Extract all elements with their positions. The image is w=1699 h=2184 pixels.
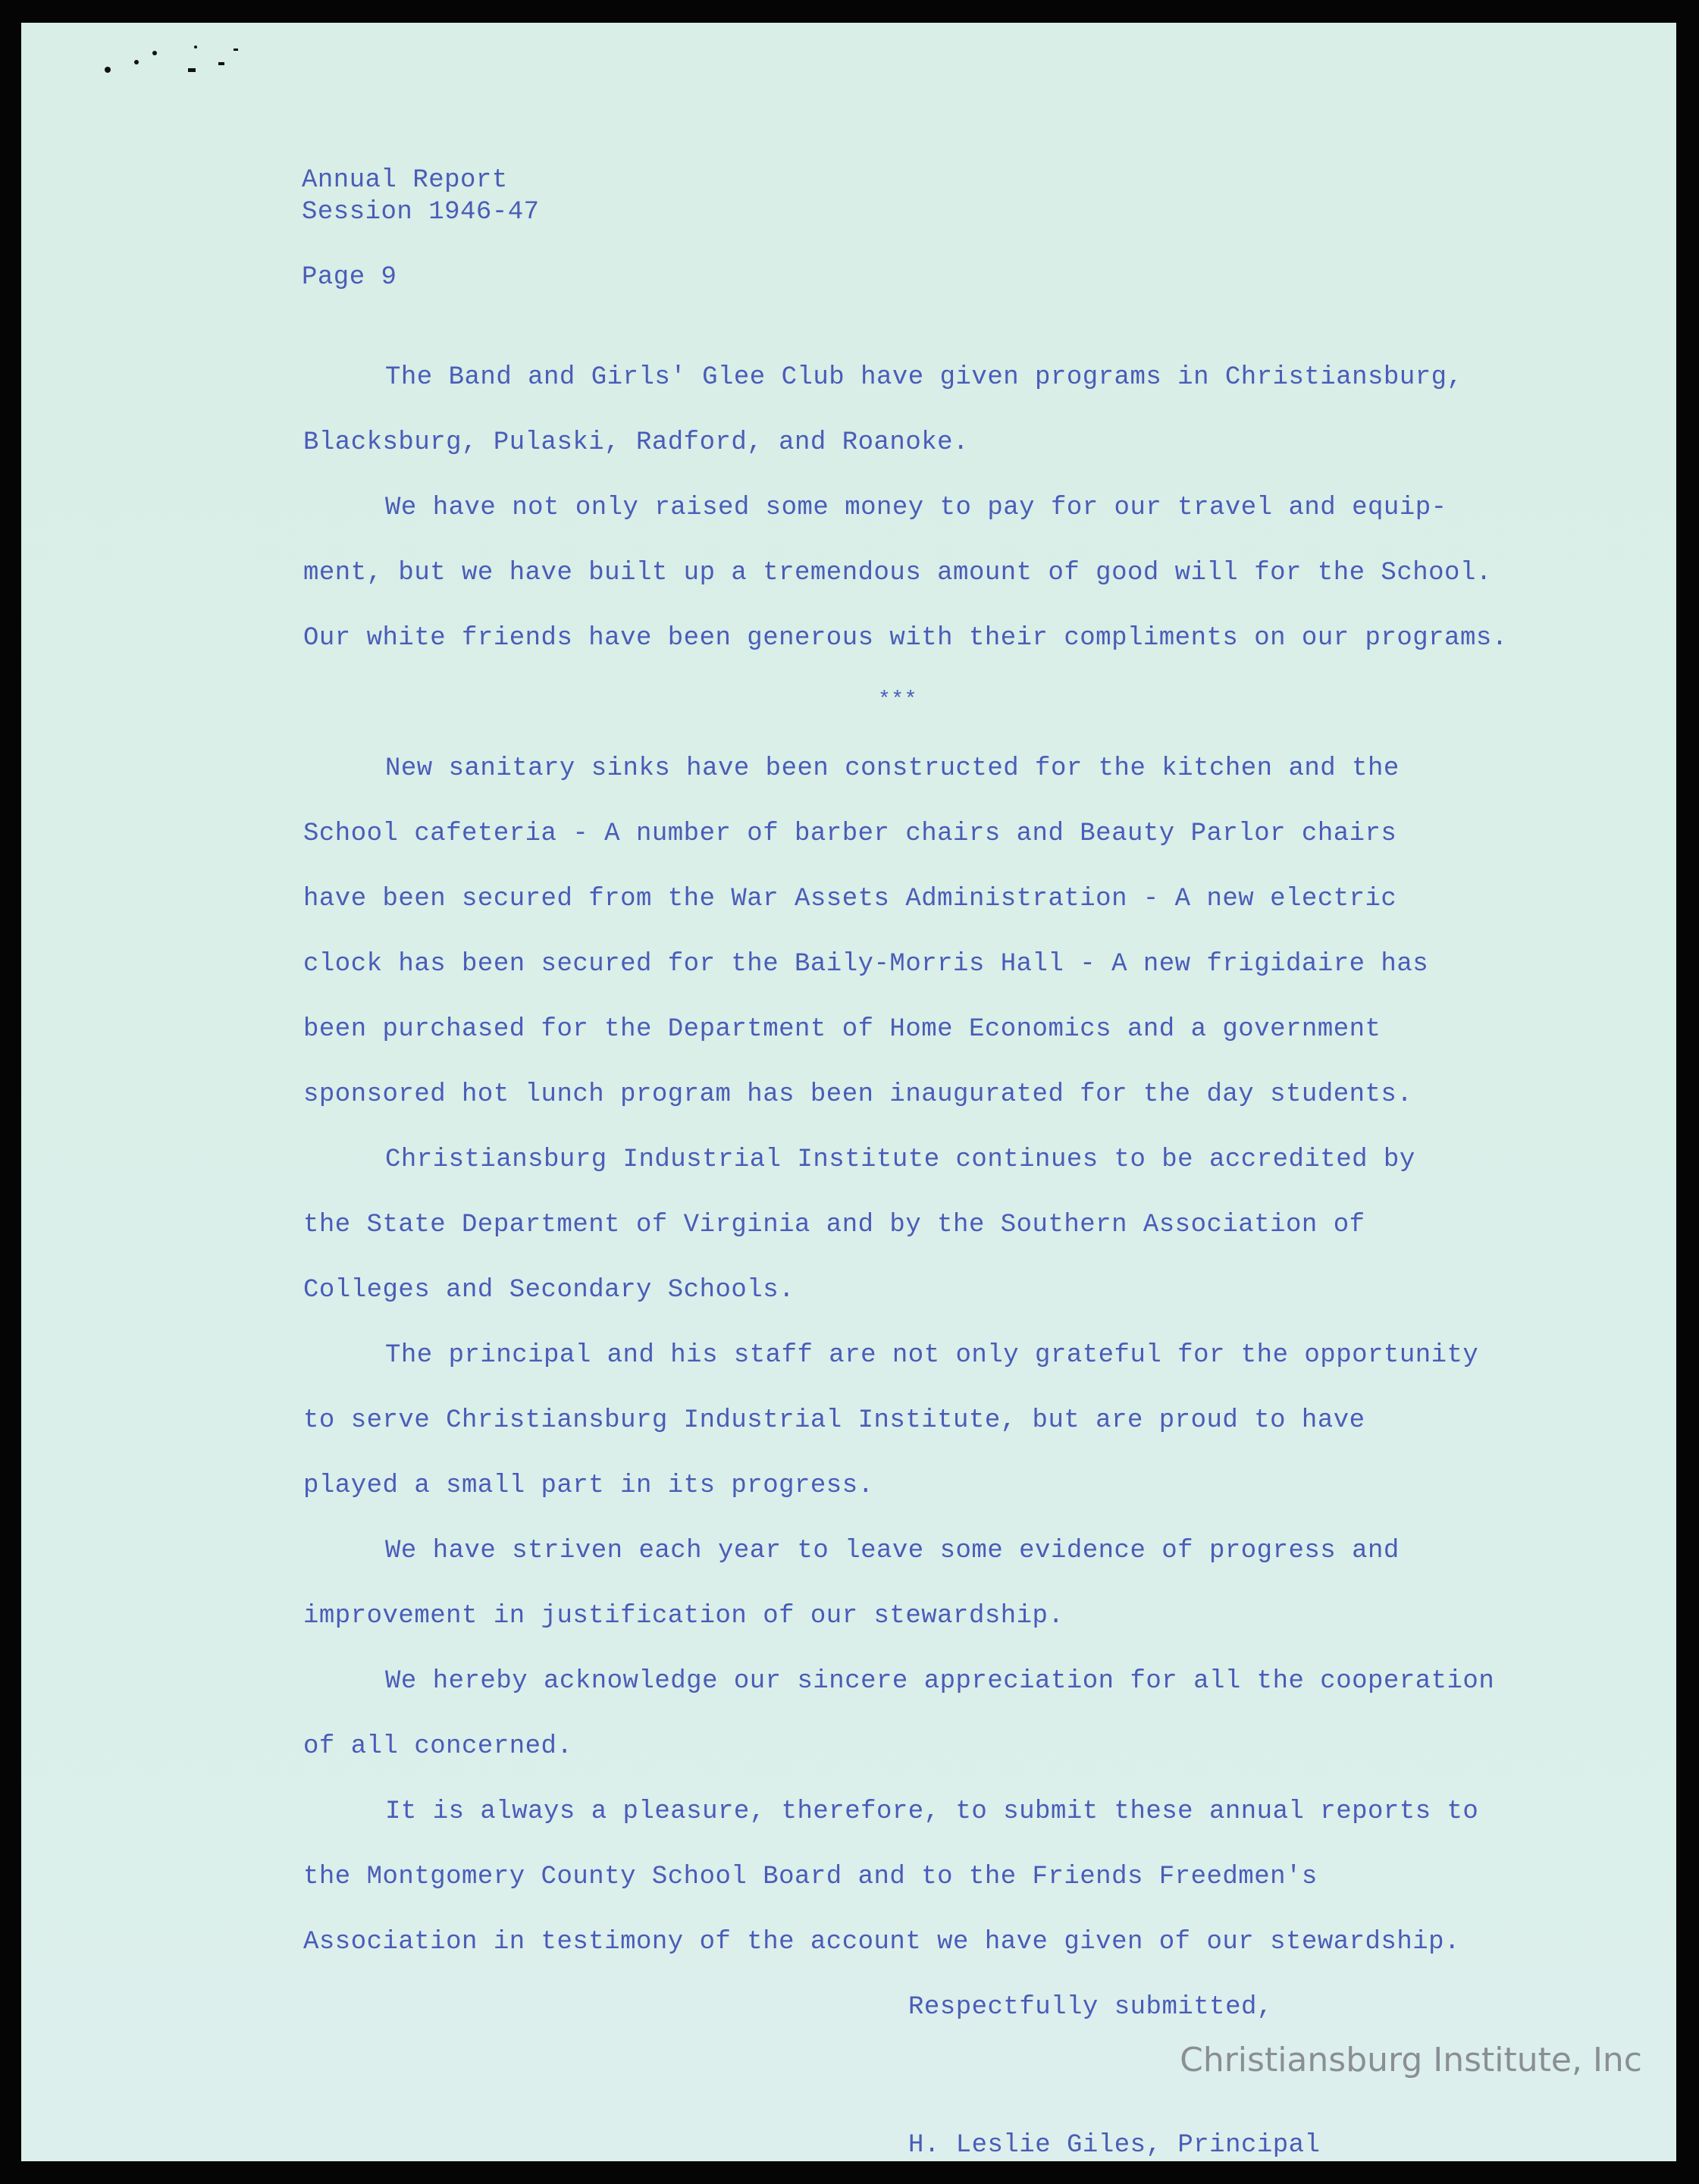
paragraph-line: Colleges and Secondary Schools. [303, 1276, 795, 1305]
paragraph-line: played a small part in its progress. [303, 1471, 874, 1500]
paragraph-line: Association in testimony of the account we have given of our stewardship. [303, 1928, 1460, 1957]
paragraph-line: Blacksburg, Pulaski, Radford, and Roanoke. [303, 428, 969, 457]
paragraph-line: to serve Christiansburg Industrial Institute, but are proud to have [303, 1406, 1365, 1435]
paragraph-line: of all concerned. [303, 1732, 573, 1761]
closing-salutation: Respectfully submitted, [908, 1993, 1273, 2022]
paragraph-line: We have striven each year to leave some evidence of progress and [385, 1537, 1400, 1565]
paragraph-line: have been secured from the War Assets Administration - A new electric [303, 885, 1397, 913]
paragraph-line: the Montgomery County School Board and to the Friends Freedmen's [303, 1863, 1318, 1891]
signature-line: H. Leslie Giles, Principal [908, 2131, 1321, 2160]
paragraph-line: improvement in justification of our stewardship. [303, 1602, 1064, 1631]
paragraph-line: Our white friends have been generous with their compliments on our programs. [303, 624, 1508, 653]
paragraph-line: We hereby acknowledge our sincere appreciation for all the cooperation [385, 1667, 1495, 1696]
report-title: Annual Report [302, 166, 508, 195]
paragraph-line: clock has been secured for the Baily-Morris Hall - A new frigidaire has [303, 950, 1429, 979]
paragraph-line: The Band and Girls' Glee Club have given programs in Christiansburg, [385, 363, 1463, 392]
report-session: Session 1946-47 [302, 198, 540, 227]
document-page [21, 23, 1676, 2161]
paragraph-line: been purchased for the Department of Home Economics and a government [303, 1015, 1381, 1044]
paragraph-line: It is always a pleasure, therefore, to submit these annual reports to [385, 1797, 1479, 1826]
watermark-text: Christiansburg Institute, Inc [1180, 2041, 1642, 2079]
page-number: Page 9 [302, 263, 397, 292]
paragraph-line: New sanitary sinks have been constructed for the kitchen and the [385, 754, 1400, 783]
paragraph-line: the State Department of Virginia and by the Southern Association of [303, 1211, 1365, 1239]
paper-specks [82, 30, 279, 91]
paragraph-line: We have not only raised some money to pay for our travel and equip- [385, 494, 1447, 522]
section-divider: *** [878, 688, 917, 712]
paragraph-line: ment, but we have built up a tremendous amount of good will for the School. [303, 559, 1492, 588]
paragraph-line: sponsored hot lunch program has been inaugurated for the day students. [303, 1080, 1413, 1109]
paragraph-line: The principal and his staff are not only grateful for the opportunity [385, 1341, 1479, 1370]
paragraph-line: Christiansburg Industrial Institute continues to be accredited by [385, 1145, 1415, 1174]
paragraph-line: School cafeteria - A number of barber chairs and Beauty Parlor chairs [303, 819, 1397, 848]
